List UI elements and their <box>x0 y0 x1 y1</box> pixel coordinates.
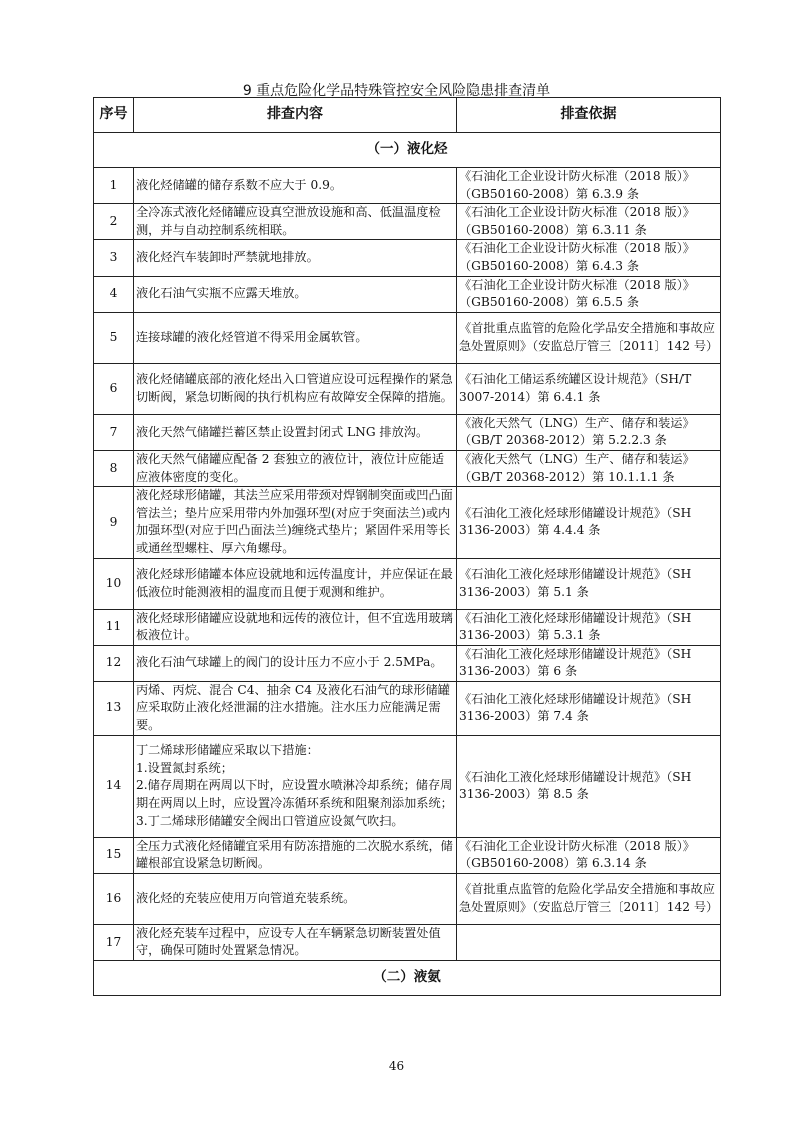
table-row <box>94 414 721 450</box>
row-content: 液化烃充装车过程中，应设专人在车辆紧急切断装置处值守，确保可随时处置紧急情况。 <box>134 924 457 960</box>
row-number: 8 <box>94 450 134 486</box>
row-content: 液化烃球形储罐应设就地和远传的液位计，但不宜选用玻璃板液位计。 <box>134 609 457 645</box>
row-basis: 《首批重点监管的危险化学品安全措施和事故应急处置原则》（安监总厅管三〔2011〕142 号） <box>457 312 721 363</box>
table-row <box>94 645 721 681</box>
row-content: 液化天然气储罐应配备 2 套独立的液位计，液位计应能适应液体密度的变化。 <box>134 450 457 486</box>
row-number: 2 <box>94 204 134 240</box>
row-number: 12 <box>94 645 134 681</box>
row-content: 液化石油气实瓶不应露天堆放。 <box>134 276 457 312</box>
row-content: 液化烃球形储罐本体应设就地和远传温度计，并应保证在最低液位时能测液相的温度而且便于观测和维护。 <box>134 558 457 609</box>
row-content: 液化烃的充装应使用万向管道充装系统。 <box>134 873 457 924</box>
page-title: 9 重点危险化学品特殊管控安全风险隐患排查清单 <box>242 83 551 99</box>
row-content: 液化石油气球罐上的阀门的设计压力不应小于 2.5MPa。 <box>134 645 457 681</box>
row-number: 10 <box>94 558 134 609</box>
row-basis: 《石油化工液化烃球形储罐设计规范》（SH 3136-2003）第 5.3.1 条 <box>457 609 721 645</box>
section-title: （一）液化烃 <box>94 133 721 168</box>
row-content: 丁二烯球形储罐应采取以下措施： 1.设置氮封系统； 2.储存周期在两周以下时，应设置水喷淋冷却系统；储存周期在两周以上时，应设置冷冻循环系统和阻聚剂添加系统； 3.丁二烯球形储罐安全阀出口管道应设氮气吹扫。 <box>134 735 457 837</box>
table-row <box>94 363 721 414</box>
table-row <box>94 924 721 960</box>
row-content: 液化烃球形储罐，其法兰应采用带颈对焊钢制突面或凹凸面管法兰；垫片应采用带内外加强环型(对应于突面法兰)或内加强环型(对应于凹凸面法兰)缠绕式垫片；紧固件采用等长或通丝型螺柱、厚六角螺母。 <box>134 487 457 558</box>
row-basis: 《石油化工液化烃球形储罐设计规范》（SH 3136-2003）第 8.5 条 <box>457 735 721 837</box>
row-number: 7 <box>94 414 134 450</box>
row-basis: 《石油化工企业设计防火标准（2018 版）》（GB50160-2008）第 6.3.9 条 <box>457 168 721 204</box>
row-number: 11 <box>94 609 134 645</box>
row-content: 液化天然气储罐拦蓄区禁止设置封闭式 LNG 排放沟。 <box>134 414 457 450</box>
row-content: 液化烃汽车装卸时严禁就地排放。 <box>134 240 457 276</box>
row-content: 全冷冻式液化烃储罐应设真空泄放设施和高、低温温度检测，并与自动控制系统相联。 <box>134 204 457 240</box>
table-row <box>94 450 721 486</box>
row-content: 液化烃储罐底部的液化烃出入口管道应设可远程操作的紧急切断阀，紧急切断阀的执行机构应有故障安全保障的措施。 <box>134 363 457 414</box>
row-basis: 《石油化工企业设计防火标准（2018 版）》（GB50160-2008）第 6.3.11 条 <box>457 204 721 240</box>
row-number: 9 <box>94 487 134 558</box>
section-title: （二）液氨 <box>94 961 721 996</box>
row-basis: 《石油化工企业设计防火标准（2018 版）》（GB50160-2008）第 6.3.14 条 <box>457 837 721 873</box>
row-basis: 《石油化工液化烃球形储罐设计规范》（SH 3136-2003）第 5.1 条 <box>457 558 721 609</box>
row-number: 17 <box>94 924 134 960</box>
row-basis: 《液化天然气（LNG）生产、储存和装运》（GB/T 20368-2012）第 10.1.1.1 条 <box>457 450 721 486</box>
checklist-table <box>93 97 721 996</box>
table-row <box>94 609 721 645</box>
table-row <box>94 240 721 276</box>
row-basis: 《液化天然气（LNG）生产、储存和装运》（GB/T 20368-2012）第 5.2.2.3 条 <box>457 414 721 450</box>
row-basis: 《首批重点监管的危险化学品安全措施和事故应急处置原则》（安监总厅管三〔2011〕142 号） <box>457 873 721 924</box>
row-basis: 《石油化工企业设计防火标准（2018 版）》（GB50160-2008）第 6.5.5 条 <box>457 276 721 312</box>
row-number: 14 <box>94 735 134 837</box>
row-content: 液化烃储罐的储存系数不应大于 0.9。 <box>134 168 457 204</box>
row-basis: 《石油化工液化烃球形储罐设计规范》（SH 3136-2003）第 6 条 <box>457 645 721 681</box>
section-row <box>94 961 721 996</box>
table-row <box>94 204 721 240</box>
row-number: 13 <box>94 681 134 735</box>
row-number: 6 <box>94 363 134 414</box>
section-row <box>94 133 721 168</box>
row-basis: 《石油化工液化烃球形储罐设计规范》（SH 3136-2003）第 7.4 条 <box>457 681 721 735</box>
row-number: 4 <box>94 276 134 312</box>
row-number: 1 <box>94 168 134 204</box>
row-content: 全压力式液化烃储罐宜采用有防冻措施的二次脱水系统，储罐根部宜设紧急切断阀。 <box>134 837 457 873</box>
row-content: 丙烯、丙烷、混合 C4、抽余 C4 及液化石油气的球形储罐应采取防止液化烃泄漏的注水措施。注水压力应能满足需要。 <box>134 681 457 735</box>
header-no: 序号 <box>94 98 134 133</box>
table-row <box>94 837 721 873</box>
table-row <box>94 276 721 312</box>
row-number: 3 <box>94 240 134 276</box>
table-header-row <box>94 98 721 133</box>
table-row <box>94 735 721 837</box>
table-row <box>94 487 721 558</box>
header-basis: 排查依据 <box>457 98 721 133</box>
row-number: 15 <box>94 837 134 873</box>
row-basis <box>457 924 721 960</box>
row-number: 5 <box>94 312 134 363</box>
table-row <box>94 558 721 609</box>
row-basis: 《石油化工储运系统罐区设计规范》（SH/T 3007-2014）第 6.4.1 条 <box>457 363 721 414</box>
table-row <box>94 681 721 735</box>
row-basis: 《石油化工企业设计防火标准（2018 版）》（GB50160-2008）第 6.4.3 条 <box>457 240 721 276</box>
row-content: 连接球罐的液化烃管道不得采用金属软管。 <box>134 312 457 363</box>
row-basis: 《石油化工液化烃球形储罐设计规范》（SH 3136-2003）第 4.4.4 条 <box>457 487 721 558</box>
table-row <box>94 873 721 924</box>
row-number: 16 <box>94 873 134 924</box>
header-content: 排查内容 <box>134 98 457 133</box>
table-row <box>94 312 721 363</box>
table-row <box>94 168 721 204</box>
page-number: 46 <box>388 1059 405 1073</box>
